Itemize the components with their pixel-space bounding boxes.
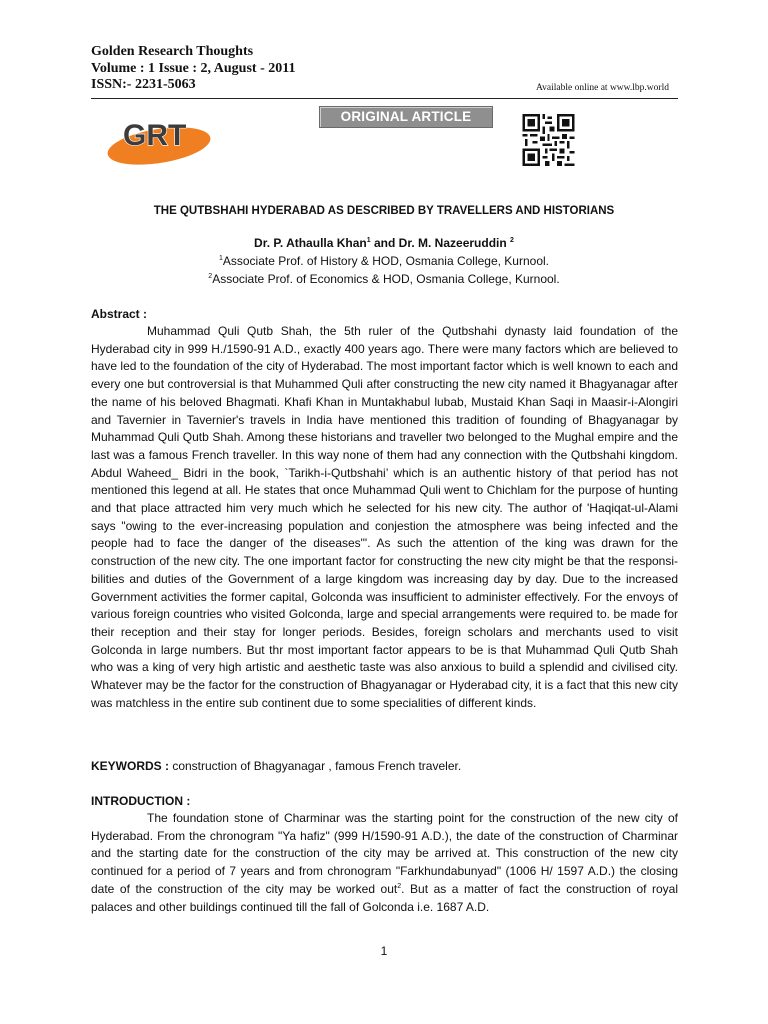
keywords [91, 759, 461, 773]
abstract-text: Muhammad Quli Qutb Shah, the 5th ruler of the Qutbshahi dynasty laid foundation of the Hyderabad city in 999 H./1590-91 A.D., exactly 400 years ago. There were many factors which are believed to have led to the foundation of the city of Hyderabad. The most important factor which is well known to each and every one but controversial is that Muhammed Quli after constructing the new city named it Bhagyanagar after the name of his beloved Bhagmati. Khafi Khan in Muntakhabul lubab, Mustaid Khan Saqi in Maasir-i-Alongiri and Tavernier in Tavernier's travels in India have mentioned this tradition of founding of Bhagyanagar by Muhammad Quli Qutb Shah. Among these historians and traveller two belonged to the Mughal empire and the last was a famous French traveller. In this way none of them had any connection with the Qutbshahi kingdom. Abdul Waheed_ Bidri in the book, `Tarikh-i-Qutbshahi’ which is an authentic history of that period has not mentioned this legend at all. He states that once Muhammad Quli went to Chichlam for the purpose of hunting and that place attracted him very much which he selected for his new city. The author of 'Haqiqat-ul-Alami says "owing to the ever-increasing population and conjestion the atmosphere was being infected and the people had to face the danger of the diseases"'. As such the attention of the king was drawn for the construction of the new city. The one important factor for constructing the new city might be that the responsi-bilities and duties of the Government of a large kingdom was increasing day by day. Due to the increased Government activities the former capital, Golconda was insufficient to administer effectively. For the envoys of various foreign countries who visited Golconda, large and special arrangements were required to. be made for their reception and their stay for longer periods. Besides, foreign scholars and merchants used to visit Golconda in large numbers. But thr most important factor appears to be is that Muhammad Quli Qutb Shah who was a king of very high artistic and aesthetic taste was also anxious to build a splendid and civilised city. Whatever may be the factor for the construction of Bhagyanagar or Hyderabad city, it is a fact that this new city was matchless in the entire sub continent due to some specialities of different kinds. [91, 324, 678, 710]
author-1-affiliation-mark: 1 [366, 237, 371, 244]
introduction-heading: INTRODUCTION : [91, 794, 191, 808]
qr-code-icon [520, 114, 577, 166]
issn: ISSN:- 2231-5063 [91, 77, 196, 92]
author-2-affiliation-mark: 2 [510, 237, 514, 244]
keywords-label: KEYWORDS : [91, 759, 169, 773]
header-divider [91, 98, 678, 99]
affiliation-1 [0, 254, 768, 268]
abstract-heading: Abstract : [91, 307, 148, 321]
article-type-badge: ORIGINAL ARTICLE [319, 106, 493, 128]
affiliation-2-text: Associate Prof. of Economics & HOD, Osmania College, Kurnool. [212, 272, 560, 286]
available-online: Available online at www.lbp.world [536, 83, 669, 93]
author-1: Dr. P. Athaulla Khan [254, 236, 367, 250]
introduction-text [91, 810, 678, 916]
introduction-text-part-1: The foundation stone of Charminar was the starting point for the construction of the new city of Hyderabad. From the chronogram "Ya hafiz" (999 H/1590-91 A.D.), the date of the construction of Charminar and the starting date for the construction of the city may be arrived at. This construction of the new city continued for a period of 7 years and from chronogram "Farkhundabunyad" (1006 H/ 1597 A.D.) the closing date of the construction of the city may be worked out [91, 811, 678, 896]
footnote-mark: 2 [397, 882, 402, 890]
affiliation-1-text: Associate Prof. of History & HOD, Osmania College, Kurnool. [222, 254, 550, 268]
page-number: 1 [380, 944, 388, 958]
affiliation-1-mark: 1 [218, 255, 223, 262]
affiliation-2-mark: 2 [208, 273, 213, 280]
article-title: THE QUTBSHAHI HYDERABAD AS DESCRIBED BY TRAVELLERS AND HISTORIANS [153, 205, 615, 217]
logo-text: GRT [123, 119, 187, 152]
affiliation-2 [0, 272, 768, 286]
journal-name: Golden Research Thoughts [91, 44, 254, 59]
authors-and: and [370, 236, 399, 250]
introduction-text-part-2: . But as a matter of fact the construction of royal palaces and other buildings continued till the fall of Golconda i.e. 1687 A.D. [91, 881, 678, 914]
keywords-text: construction of Bhagyanagar , famous French traveler. [169, 759, 462, 773]
volume-issue: Volume : 1 Issue : 2, August - 2011 [91, 60, 296, 76]
journal-info [91, 44, 295, 94]
grt-logo [103, 112, 213, 166]
author-2: Dr. M. Nazeeruddin [398, 236, 507, 250]
authors [0, 236, 768, 250]
